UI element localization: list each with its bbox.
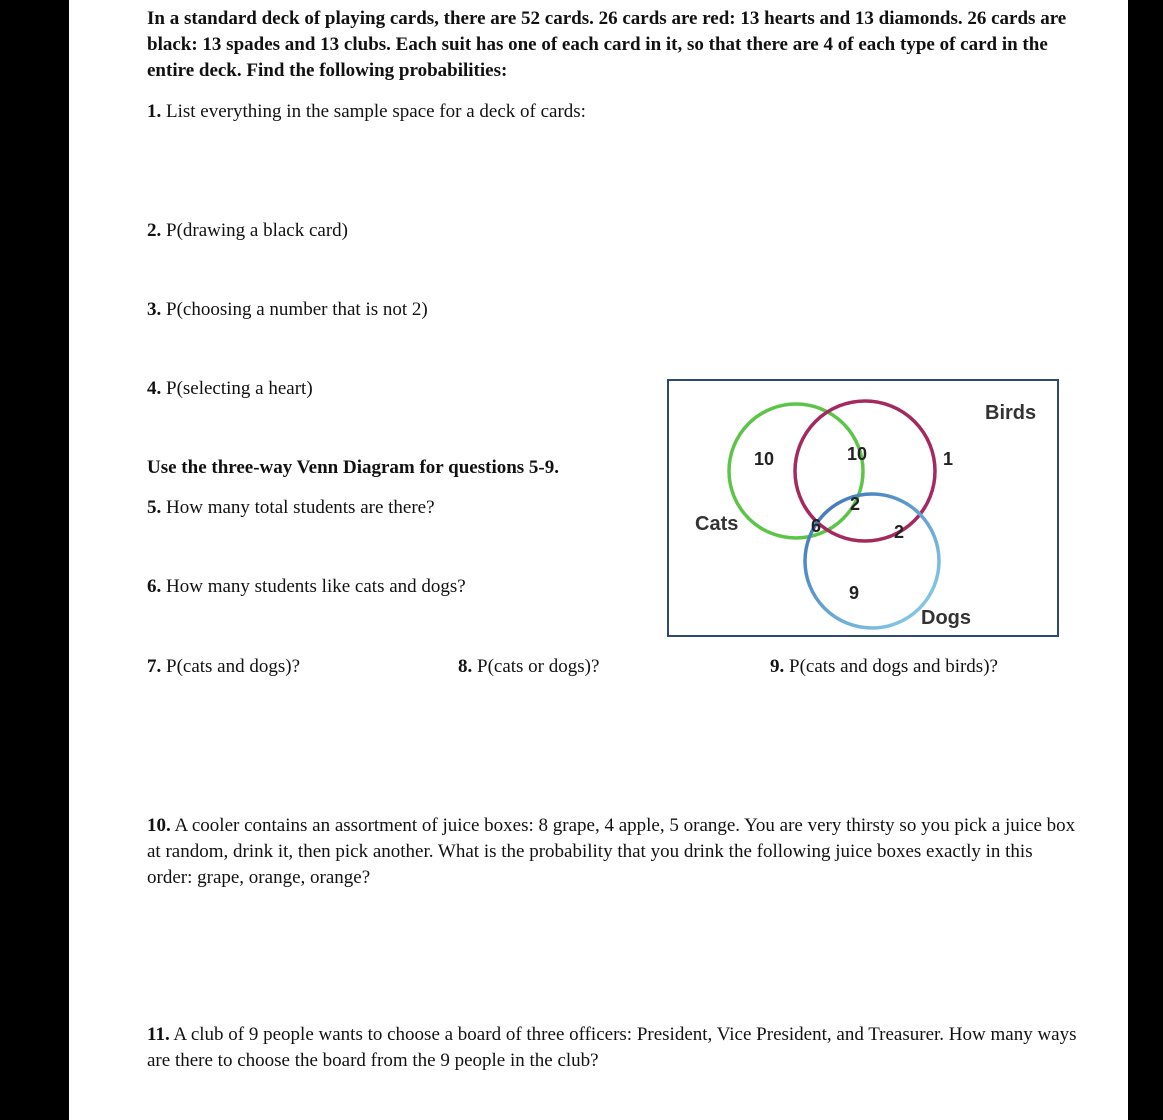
question-6-number: 6. — [147, 576, 162, 597]
question-3-text: P(choosing a number that is not 2) — [161, 299, 428, 320]
question-5-number: 5. — [147, 497, 162, 518]
worksheet-page — [69, 0, 1128, 1120]
dogs-label: Dogs — [921, 607, 971, 629]
venn-diagram — [667, 379, 1059, 637]
venn-instructions: Use the three-way Venn Diagram for questions 5-9. — [147, 457, 560, 478]
question-7 — [147, 654, 300, 680]
question-9-number: 9. — [770, 656, 785, 677]
question-9-text: P(cats and dogs and birds)? — [784, 656, 998, 677]
cats-dogs-count: 6 — [811, 516, 822, 536]
question-10-number: 10. — [147, 815, 171, 836]
question-2 — [147, 218, 348, 244]
question-11-text: A club of 9 people wants to choose a board of three officers: President, Vice President, and Treasurer. How many ways are there to choose the board from the 9 people in the club? — [147, 1024, 1077, 1071]
question-7-number: 7. — [147, 656, 162, 677]
birds-label: Birds — [985, 402, 1037, 424]
birds-only-count: 1 — [943, 449, 954, 469]
question-10-text: A cooler contains an assortment of juice boxes: 8 grape, 4 apple, 5 orange. You are very thirsty so you pick a juice box at random, drink it, then pick another. What is the probability that you drink the following juice boxes exactly in this order: grape, orange, orange? — [147, 815, 1076, 888]
question-11 — [147, 1022, 1077, 1074]
question-8-number: 8. — [458, 656, 473, 677]
venn-svg — [669, 381, 1057, 635]
question-6 — [147, 574, 466, 600]
question-11-number: 11. — [147, 1024, 170, 1045]
question-4-number: 4. — [147, 378, 162, 399]
dogs-circle — [805, 494, 939, 628]
question-4-text: P(selecting a heart) — [161, 378, 313, 399]
question-3-number: 3. — [147, 299, 162, 320]
question-2-number: 2. — [147, 220, 162, 241]
cats-only-count: 10 — [754, 449, 775, 469]
all-three-count: 2 — [850, 494, 861, 514]
dogs-only-count: 9 — [849, 583, 860, 603]
question-5 — [147, 495, 435, 521]
question-8 — [458, 654, 599, 680]
question-8-text: P(cats or dogs)? — [472, 656, 600, 677]
question-1-number: 1. — [147, 101, 162, 122]
question-9 — [770, 654, 998, 680]
question-6-text: How many students like cats and dogs? — [161, 576, 466, 597]
question-10 — [147, 813, 1077, 891]
question-3 — [147, 297, 428, 323]
question-1 — [147, 99, 586, 125]
question-5-text: How many total students are there? — [161, 497, 435, 518]
question-7-text: P(cats and dogs)? — [161, 656, 301, 677]
intro-paragraph: In a standard deck of playing cards, there are 52 cards. 26 cards are red: 13 hearts and 13 diamonds. 26 cards are black: 13 spades and 13 clubs. Each suit has one of each card in it, so that there are 4 of each type of card in the entire deck. Find the following probabilities: — [147, 8, 1067, 81]
question-4 — [147, 376, 313, 402]
question-1-text: List everything in the sample space for a deck of cards: — [161, 101, 586, 122]
question-2-text: P(drawing a black card) — [161, 220, 349, 241]
cats-label: Cats — [695, 513, 739, 535]
birds-dogs-count: 2 — [894, 522, 905, 542]
cats-birds-count: 10 — [847, 444, 868, 464]
